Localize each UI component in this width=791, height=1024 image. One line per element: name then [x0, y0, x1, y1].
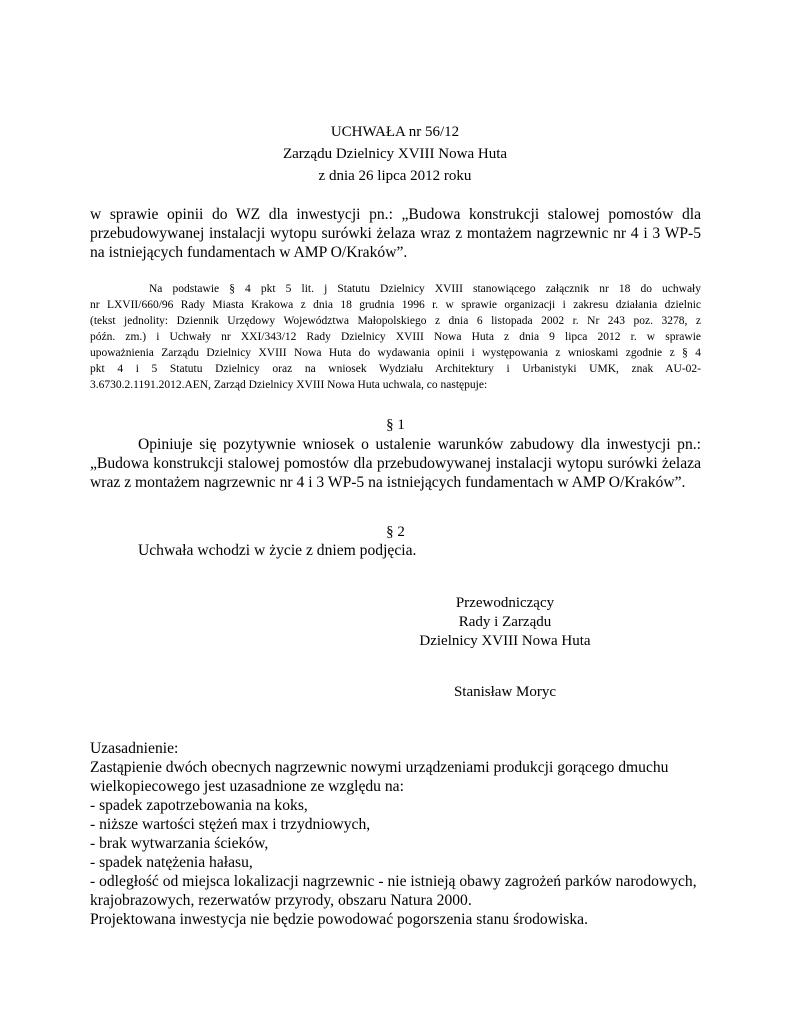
justification-line: krajobrazowych, rezerwatów przyrody, obszaru Natura 2000.: [90, 892, 472, 909]
justification-heading: Uzasadnienie:: [90, 740, 179, 757]
signatory-council: Rady i Zarządu: [458, 614, 552, 630]
justification-line: Zastąpienie dwóch obecnych nagrzewnic nowymi urządzeniami produkcji gorącego dmuchu: [90, 759, 669, 776]
basis-line: upoważnienia Zarządu Dzielnicy XVIII Nowa Huta do wydawania opinii i występowania z wnioskami zgodnie z § 4: [90, 347, 701, 359]
issuing-body: Zarządu Dzielnicy XVIII Nowa Huta: [282, 146, 508, 162]
section-1-line: Opiniuje się pozytywnie wniosek o ustalenie warunków zabudowy dla inwestycji pn.:: [138, 436, 701, 453]
resolution-title: UCHWAŁA nr 56/12: [330, 124, 460, 140]
section-2-text: [90, 541, 701, 560]
basis-line: pkt 4 i 5 Statutu Dzielnicy oraz na wniosek Wydziału Architektury i Urbanistyki UMK, znak AU-02-: [90, 363, 701, 375]
resolution-date: z dnia 26 lipca 2012 roku: [318, 168, 472, 184]
signatory-name: Stanisław Moryc: [453, 684, 557, 700]
basis-line: późn. zm.) i Uchwały nr XXI/343/12 Rady Dzielnicy XVIII Nowa Huta z dnia 9 lipca 2012 r. w sprawie: [90, 331, 701, 343]
section-1-number: § 1: [386, 417, 405, 433]
section-1-text: [90, 435, 701, 492]
signatory-district: Dzielnicy XVIII Nowa Huta: [419, 633, 591, 649]
section-1-line: „Budowa konstrukcji stalowej pomostów dla przebudowywanej instalacji wytopu surówki żelaza: [90, 455, 701, 472]
document-header: [90, 121, 700, 187]
justification: [90, 739, 701, 929]
justification-line: wielkopiecowego jest uzasadnione ze względu na:: [90, 778, 404, 795]
resolution-subject: [90, 205, 701, 262]
justification-line: - spadek zapotrzebowania na koks,: [90, 797, 308, 814]
justification-line: - spadek natężenia hałasu,: [90, 854, 253, 871]
section-1-line: wraz z montażem nagrzewnic nr 4 i 3 WP-5 na istniejących fundamentach w AMP O/Kraków”.: [90, 474, 686, 491]
subject-line: w sprawie opinii do WZ dla inwestycji pn.: „Budowa konstrukcji stalowej pomostów dla: [90, 206, 701, 223]
basis-line: 3.6730.2.1191.2012.AEN, Zarząd Dzielnicy XVIII Nowa Huta uchwala, co następuje:: [90, 379, 488, 391]
subject-line: przebudowywanej instalacji wytopu surówki żelaza wraz z montażem nagrzewnic nr 4 i 3 WP-5: [90, 225, 701, 242]
legal-basis: [90, 281, 701, 393]
basis-line: nr LXVII/660/96 Rady Miasta Krakowa z dnia 18 grudnia 1996 r. w sprawie organizacji i zakresu działania dzielnic: [90, 299, 701, 311]
justification-line: Projektowana inwestycja nie będzie powodować pogorszenia stanu środowiska.: [90, 911, 588, 928]
basis-line: (tekst jednolity: Dziennik Urzędowy Województwa Małopolskiego z dnia 6 listopada 2002 r. Nr 243 poz. 3278, z: [90, 315, 701, 327]
justification-line: - brak wytwarzania ścieków,: [90, 835, 269, 852]
subject-line: na istniejących fundamentach w AMP O/Kraków”.: [90, 244, 408, 261]
signature-block: [400, 594, 610, 651]
justification-line: - niższe wartości stężeń max i trzydniowych,: [90, 816, 371, 833]
justification-line: - odległość od miejsca lokalizacji nagrzewnic - nie istnieją obawy zagrożeń parków narodowych,: [90, 873, 697, 890]
section-2-number: § 2: [386, 524, 405, 540]
basis-line: Na podstawie § 4 pkt 5 lit. j Statutu Dzielnicy XVIII stanowiącego załącznik nr 18 do uchwały: [149, 283, 701, 295]
signatory-title: Przewodniczący: [455, 595, 555, 611]
section-2-line: Uchwała wchodzi w życie z dniem podjęcia.: [138, 542, 417, 559]
